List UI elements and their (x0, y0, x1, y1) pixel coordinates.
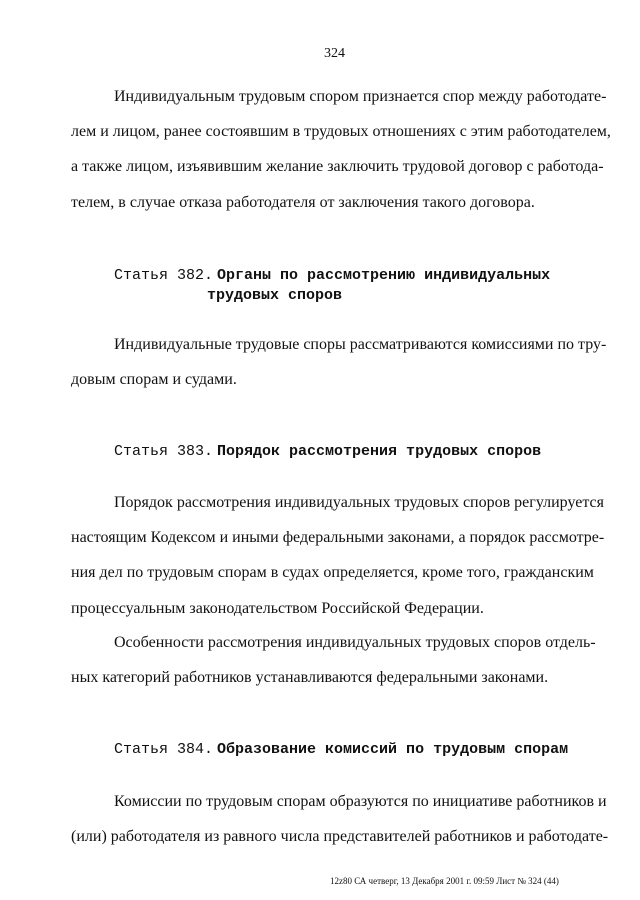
footer-meta: 12z80 СА четверг, 13 Декабря 2001 г. 09:59 Лист № 324 (44) (330, 876, 559, 886)
article-383-body-line-1: Порядок рассмотрения индивидуальных трудовых споров регулируется (114, 494, 604, 511)
paragraph-intro-line-3: а также лицом, изъявившим желание заключить трудовой договор с работода- (71, 158, 604, 175)
article-384-number: Статья 384. (114, 741, 214, 758)
page-number: 324 (324, 46, 345, 61)
article-383-number: Статья 383. (114, 443, 214, 460)
article-383-body2-line-2: ных категорий работников устанавливаются федеральными законами. (71, 669, 549, 686)
article-384-body-line-1: Комиссии по трудовым спорам образуются по инициативе работников и (114, 793, 607, 810)
article-382-title-line-1: Органы по рассмотрению индивидуальных (217, 267, 551, 284)
article-383-title: Порядок рассмотрения трудовых споров (217, 443, 542, 460)
article-382-body-line-2: довым спорам и судами. (71, 371, 237, 388)
article-384-title: Образование комиссий по трудовым спорам (217, 741, 569, 758)
article-383-body-line-2: настоящим Кодексом и иными федеральными законами, а порядок рассмотре- (71, 529, 605, 546)
article-384-heading (114, 740, 568, 758)
article-383-body-line-3: ния дел по трудовым спорам в судах определяется, кроме того, гражданским (71, 564, 594, 581)
paragraph-intro-line-2: лем и лицом, ранее состоявшим в трудовых отношениях с этим работодателем, (71, 123, 611, 140)
article-384-body-line-2: (или) работодателя из равного числа представителей работников и работодате- (71, 828, 609, 845)
paragraph-intro-line-4: телем, в случае отказа работодателя от заключения такого договора. (71, 194, 535, 211)
article-382-body-line-1: Индивидуальные трудовые споры рассматриваются комиссиями по тру- (114, 336, 607, 353)
article-383-body2-line-1: Особенности рассмотрения индивидуальных трудовых споров отдель- (114, 634, 596, 651)
article-383-heading (114, 442, 541, 460)
article-383-body-line-4: процессуальным законодательством Российской Федерации. (71, 600, 484, 617)
article-382-heading (114, 266, 550, 284)
article-382-title-line-2: трудовых споров (207, 287, 343, 304)
paragraph-intro-line-1: Индивидуальным трудовым спором признается спор между работодате- (114, 88, 607, 105)
article-382-number: Статья 382. (114, 267, 214, 284)
